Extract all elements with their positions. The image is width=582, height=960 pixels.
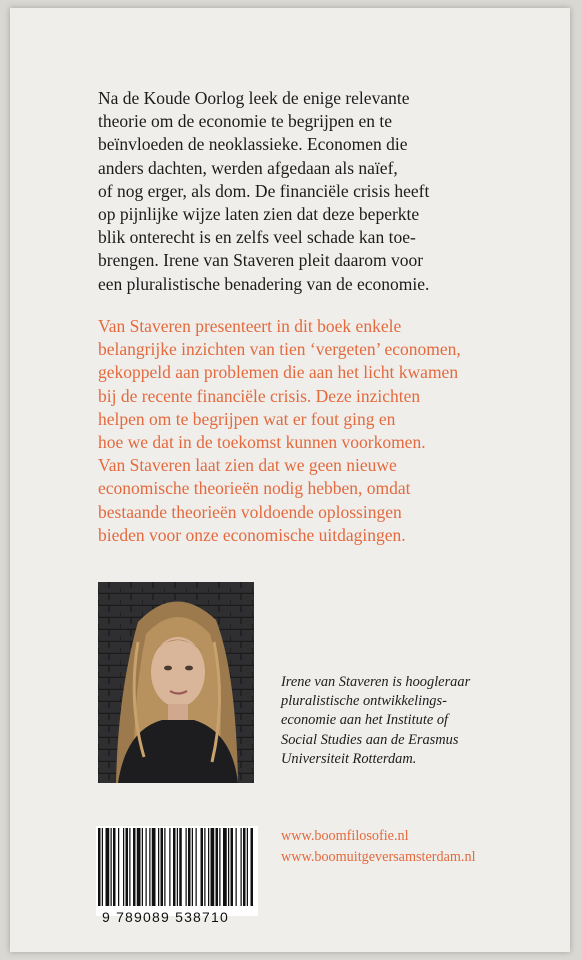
- barcode-bar: [236, 828, 237, 906]
- text-line: hoe we dat in de toekomst kunnen voorkomen.: [98, 432, 426, 453]
- description-paragraph: [98, 87, 538, 296]
- barcode-bar: [231, 828, 234, 906]
- barcode-bar: [196, 828, 197, 906]
- barcode-bar: [188, 828, 191, 906]
- book-back-cover: [10, 8, 570, 952]
- bio-line: pluralistische ontwikkelings-: [281, 693, 447, 710]
- barcode-bars: [96, 826, 258, 910]
- barcode-bar: [211, 828, 215, 906]
- text-line: een pluralistische benadering van de economie.: [98, 273, 430, 294]
- barcode-bar: [158, 828, 159, 906]
- text-line: bij de recente financiële crisis. Deze inzichten: [98, 385, 421, 406]
- highlight-paragraph: [98, 315, 538, 547]
- text-line: Van Staveren laat zien dat we geen nieuwe: [98, 455, 397, 476]
- barcode-bar: [169, 828, 170, 906]
- website-link[interactable]: www.boomuitgeversamsterdam.nl: [281, 849, 476, 865]
- bio-line: Social Studies aan de Erasmus: [281, 731, 459, 748]
- author-photo: [98, 582, 254, 783]
- barcode-bar: [173, 828, 176, 906]
- barcode-bar: [152, 828, 156, 906]
- barcode-bar: [98, 828, 101, 906]
- text-line: Na de Koude Oorlog leek de enige relevante: [98, 88, 410, 108]
- barcode-bar: [243, 828, 246, 906]
- text-line: anders dachten, werden afgedaan als naïef,: [98, 157, 398, 178]
- barcode-bar: [216, 828, 219, 906]
- text-line: helpen om te begrijpen wat er fout ging en: [98, 408, 396, 429]
- barcode-bar: [102, 828, 103, 906]
- bio-line: economie aan het Institute of: [281, 712, 449, 729]
- publisher-links: [281, 826, 571, 868]
- barcode-bar: [161, 828, 164, 906]
- barcode-bar: [123, 828, 124, 906]
- barcode-bar: [228, 828, 229, 906]
- barcode-bar: [126, 828, 129, 906]
- bio-line: Universiteit Rotterdam.: [281, 750, 417, 767]
- author-bio: [281, 673, 571, 769]
- barcode-bar: [219, 828, 220, 906]
- text-line: Van Staveren presenteert in dit boek enkele: [98, 316, 402, 336]
- barcode-bar: [192, 828, 193, 906]
- barcode-bar: [137, 828, 141, 906]
- barcode-bar: [149, 828, 150, 906]
- website-link[interactable]: www.boomfilosofie.nl: [281, 828, 409, 844]
- text-line: brengen. Irene van Staveren pleit daarom voor: [98, 250, 424, 271]
- barcode-bar: [241, 828, 242, 906]
- text-line: blik onterecht is en zelfs veel schade kan toe-: [98, 227, 416, 248]
- barcode-bar: [208, 828, 209, 906]
- barcode-bar: [204, 828, 205, 906]
- barcode-bar: [251, 828, 254, 906]
- barcode-bar: [129, 828, 130, 906]
- barcode-bar: [247, 828, 248, 906]
- author-portrait: [98, 582, 254, 783]
- barcode-bar: [179, 828, 182, 906]
- barcode-bar: [177, 828, 178, 906]
- barcode-bar: [142, 828, 143, 906]
- text-line: op pijnlijke wijze laten zien dat deze beperkte: [98, 204, 420, 225]
- barcode-bar: [118, 828, 119, 906]
- text-line: economische theorieën nodig hebben, omdat: [98, 478, 411, 499]
- barcode-bar: [186, 828, 187, 906]
- text-line: bestaande theorieën voldoende oplossingen: [98, 501, 402, 522]
- barcode-bar: [133, 828, 136, 906]
- barcode-bar: [111, 828, 112, 906]
- barcode-bar: [106, 828, 110, 906]
- barcode-bar: [113, 828, 116, 906]
- text-line: of nog erger, als dom. De financiële crisis heeft: [98, 180, 430, 201]
- isbn-number: 9 789089 538710: [102, 909, 229, 925]
- text-line: theorie om de economie te begrijpen en te: [98, 111, 392, 132]
- text-line: gekoppeld aan problemen die aan het licht kwamen: [98, 362, 459, 383]
- text-line: bieden voor onze economische uitdagingen.: [98, 524, 406, 545]
- text-line: belangrijke inzichten van tien ‘vergeten’ economen,: [98, 339, 461, 360]
- barcode-bar: [223, 828, 227, 906]
- barcode-bar: [146, 828, 147, 906]
- isbn-barcode: [96, 826, 258, 916]
- barcode-bar: [201, 828, 204, 906]
- barcode-bar: [164, 828, 165, 906]
- text-line: beïnvloeden de neoklassieke. Economen die: [98, 134, 408, 155]
- bio-line: Irene van Staveren is hoogleraar: [281, 674, 471, 690]
